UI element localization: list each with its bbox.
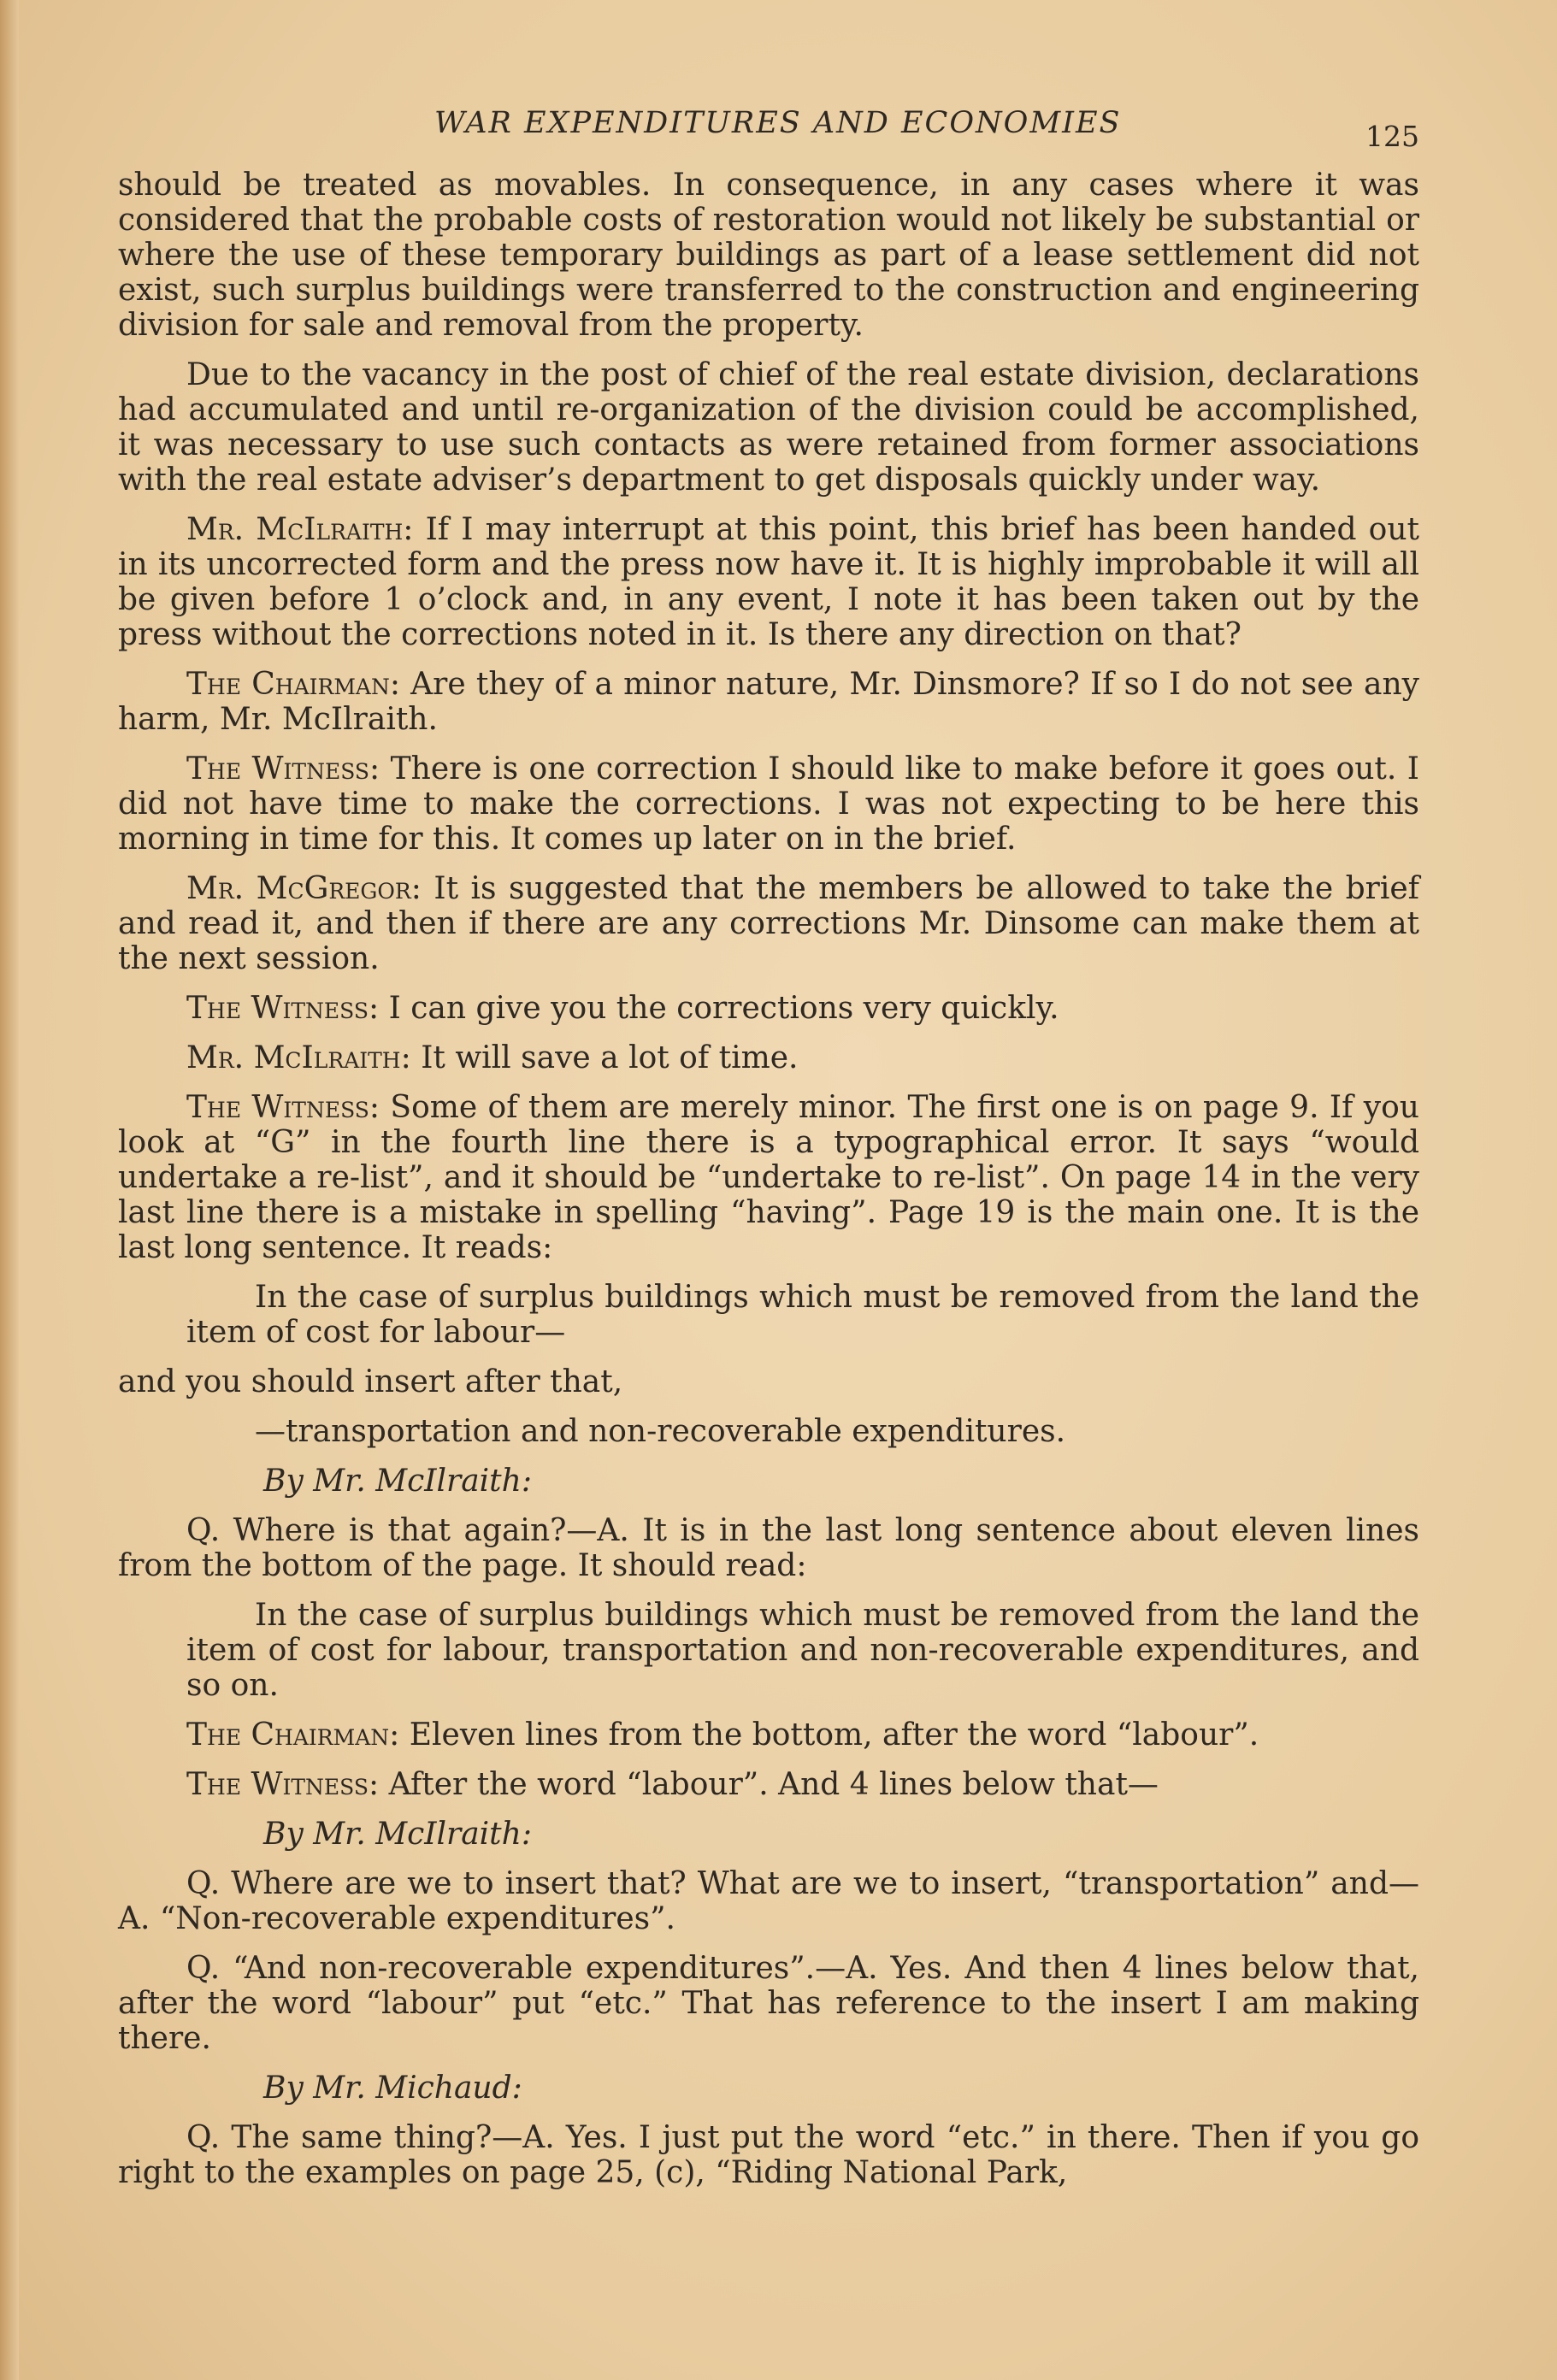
speaker: The Witness: bbox=[186, 991, 380, 1026]
speech: It is suggested that the members be allowed to take the brief and read it, and then if there are any corrections Mr. Dinsome can make them at the next session. bbox=[118, 871, 1419, 976]
speaker: The Witness: bbox=[186, 1767, 380, 1802]
inserted-text: —transportation and non-recoverable expenditures. bbox=[255, 1414, 1066, 1449]
paragraph: Q. Where are we to insert that? What are we to insert, “transportation” and—A. “Non-recoverable expenditures”. bbox=[118, 1866, 1419, 1936]
speech: After the word “labour”. And 4 lines below that— bbox=[388, 1767, 1159, 1802]
speech: I can give you the corrections very quickly. bbox=[388, 991, 1059, 1026]
speaker: The Witness: bbox=[186, 751, 380, 786]
speaker: Mr. McGregor: bbox=[186, 871, 422, 906]
paragraph: should be treated as movables. In consequence, in any cases where it was considered that the probable costs of restoration would not likely be substantial or where the use of these temporary buildings as part of a lease settlement did not exist, such surplus buildings were transferred to the construction and engineering division for sale and removal from the property. bbox=[118, 168, 1419, 343]
speech: Some of them are merely minor. The first one is on page 9. If you look at “G” in the fourth line there is a typographical error. It says “would undertake a re-list”, and it should be “undertake to re-list”. On page 14 in the very last line there is a mistake in spelling “having”. Page 19 is the main one. It is the last long sentence. It reads: bbox=[118, 1090, 1419, 1265]
speech: If I may interrupt at this point, this brief has been handed out in its uncorrected form and the press now have it. It is highly improbable it will all be given before 1 o’clock and, in any event, I note it has been taken out by the press without the corrections noted in it. Is there any direction on that? bbox=[118, 512, 1419, 652]
page-binding-edge bbox=[0, 0, 19, 2380]
paragraph bbox=[118, 1090, 1419, 1265]
paragraph bbox=[118, 991, 1419, 1026]
paragraph bbox=[118, 667, 1419, 737]
questioner-heading: By Mr. McIlraith: bbox=[263, 1817, 532, 1852]
paragraph bbox=[118, 1767, 1419, 1802]
block-quote: In the case of surplus buildings which must be removed from the land the item of cost for labour, transportation and non-recoverable expenditures, and so on. bbox=[186, 1598, 1419, 1703]
page-header bbox=[118, 106, 1419, 153]
speech: There is one correction I should like to make before it goes out. I did not have time to make the corrections. I was not expecting to be here this morning in time for this. It comes up later on in the brief. bbox=[118, 751, 1419, 857]
paragraph bbox=[118, 512, 1419, 652]
speech: Eleven lines from the bottom, after the word “labour”. bbox=[409, 1717, 1259, 1753]
paragraph: Q. “And non-recoverable expenditures”.—A. Yes. And then 4 lines below that, after the word “labour” put “etc.” That has reference to the insert I am making there. bbox=[118, 1951, 1419, 2056]
paragraph bbox=[118, 1717, 1419, 1753]
speech: It will save a lot of time. bbox=[421, 1040, 799, 1075]
paragraph: and you should insert after that, bbox=[118, 1364, 623, 1399]
paragraph bbox=[118, 1040, 1419, 1075]
paragraph: Q. The same thing?—A. Yes. I just put the word “etc.” in there. Then if you go right to the examples on page 25, (c), “Riding National Park, bbox=[118, 2120, 1419, 2190]
questioner-heading: By Mr. Michaud: bbox=[263, 2071, 522, 2106]
running-head: WAR EXPENDITURES AND ECONOMIES bbox=[434, 106, 1122, 140]
page-number: 125 bbox=[1365, 120, 1419, 153]
speaker: The Witness: bbox=[186, 1090, 380, 1125]
speaker: Mr. McIlraith: bbox=[186, 1040, 411, 1075]
speaker: The Chairman: bbox=[186, 1717, 400, 1753]
questioner-heading: By Mr. McIlraith: bbox=[263, 1464, 532, 1499]
paragraph bbox=[118, 871, 1419, 976]
speaker: Mr. McIlraith: bbox=[186, 512, 414, 547]
paragraph: Q. Where is that again?—A. It is in the last long sentence about eleven lines from the bottom of the page. It should read: bbox=[118, 1513, 1419, 1583]
paragraph: Due to the vacancy in the post of chief of the real estate division, declarations had accumulated and until re-organization of the division could be accomplished, it was necessary to use such contacts as were retained from former associations with the real estate adviser’s department to get disposals quickly under way. bbox=[118, 357, 1419, 498]
speaker: The Chairman: bbox=[186, 667, 400, 702]
paragraph bbox=[118, 751, 1419, 857]
speech: Are they of a minor nature, Mr. Dinsmore? If so I do not see any harm, Mr. McIlraith. bbox=[118, 667, 1420, 737]
block-quote: In the case of surplus buildings which must be removed from the land the item of cost for labour— bbox=[186, 1280, 1419, 1350]
page-body bbox=[118, 168, 1419, 2205]
